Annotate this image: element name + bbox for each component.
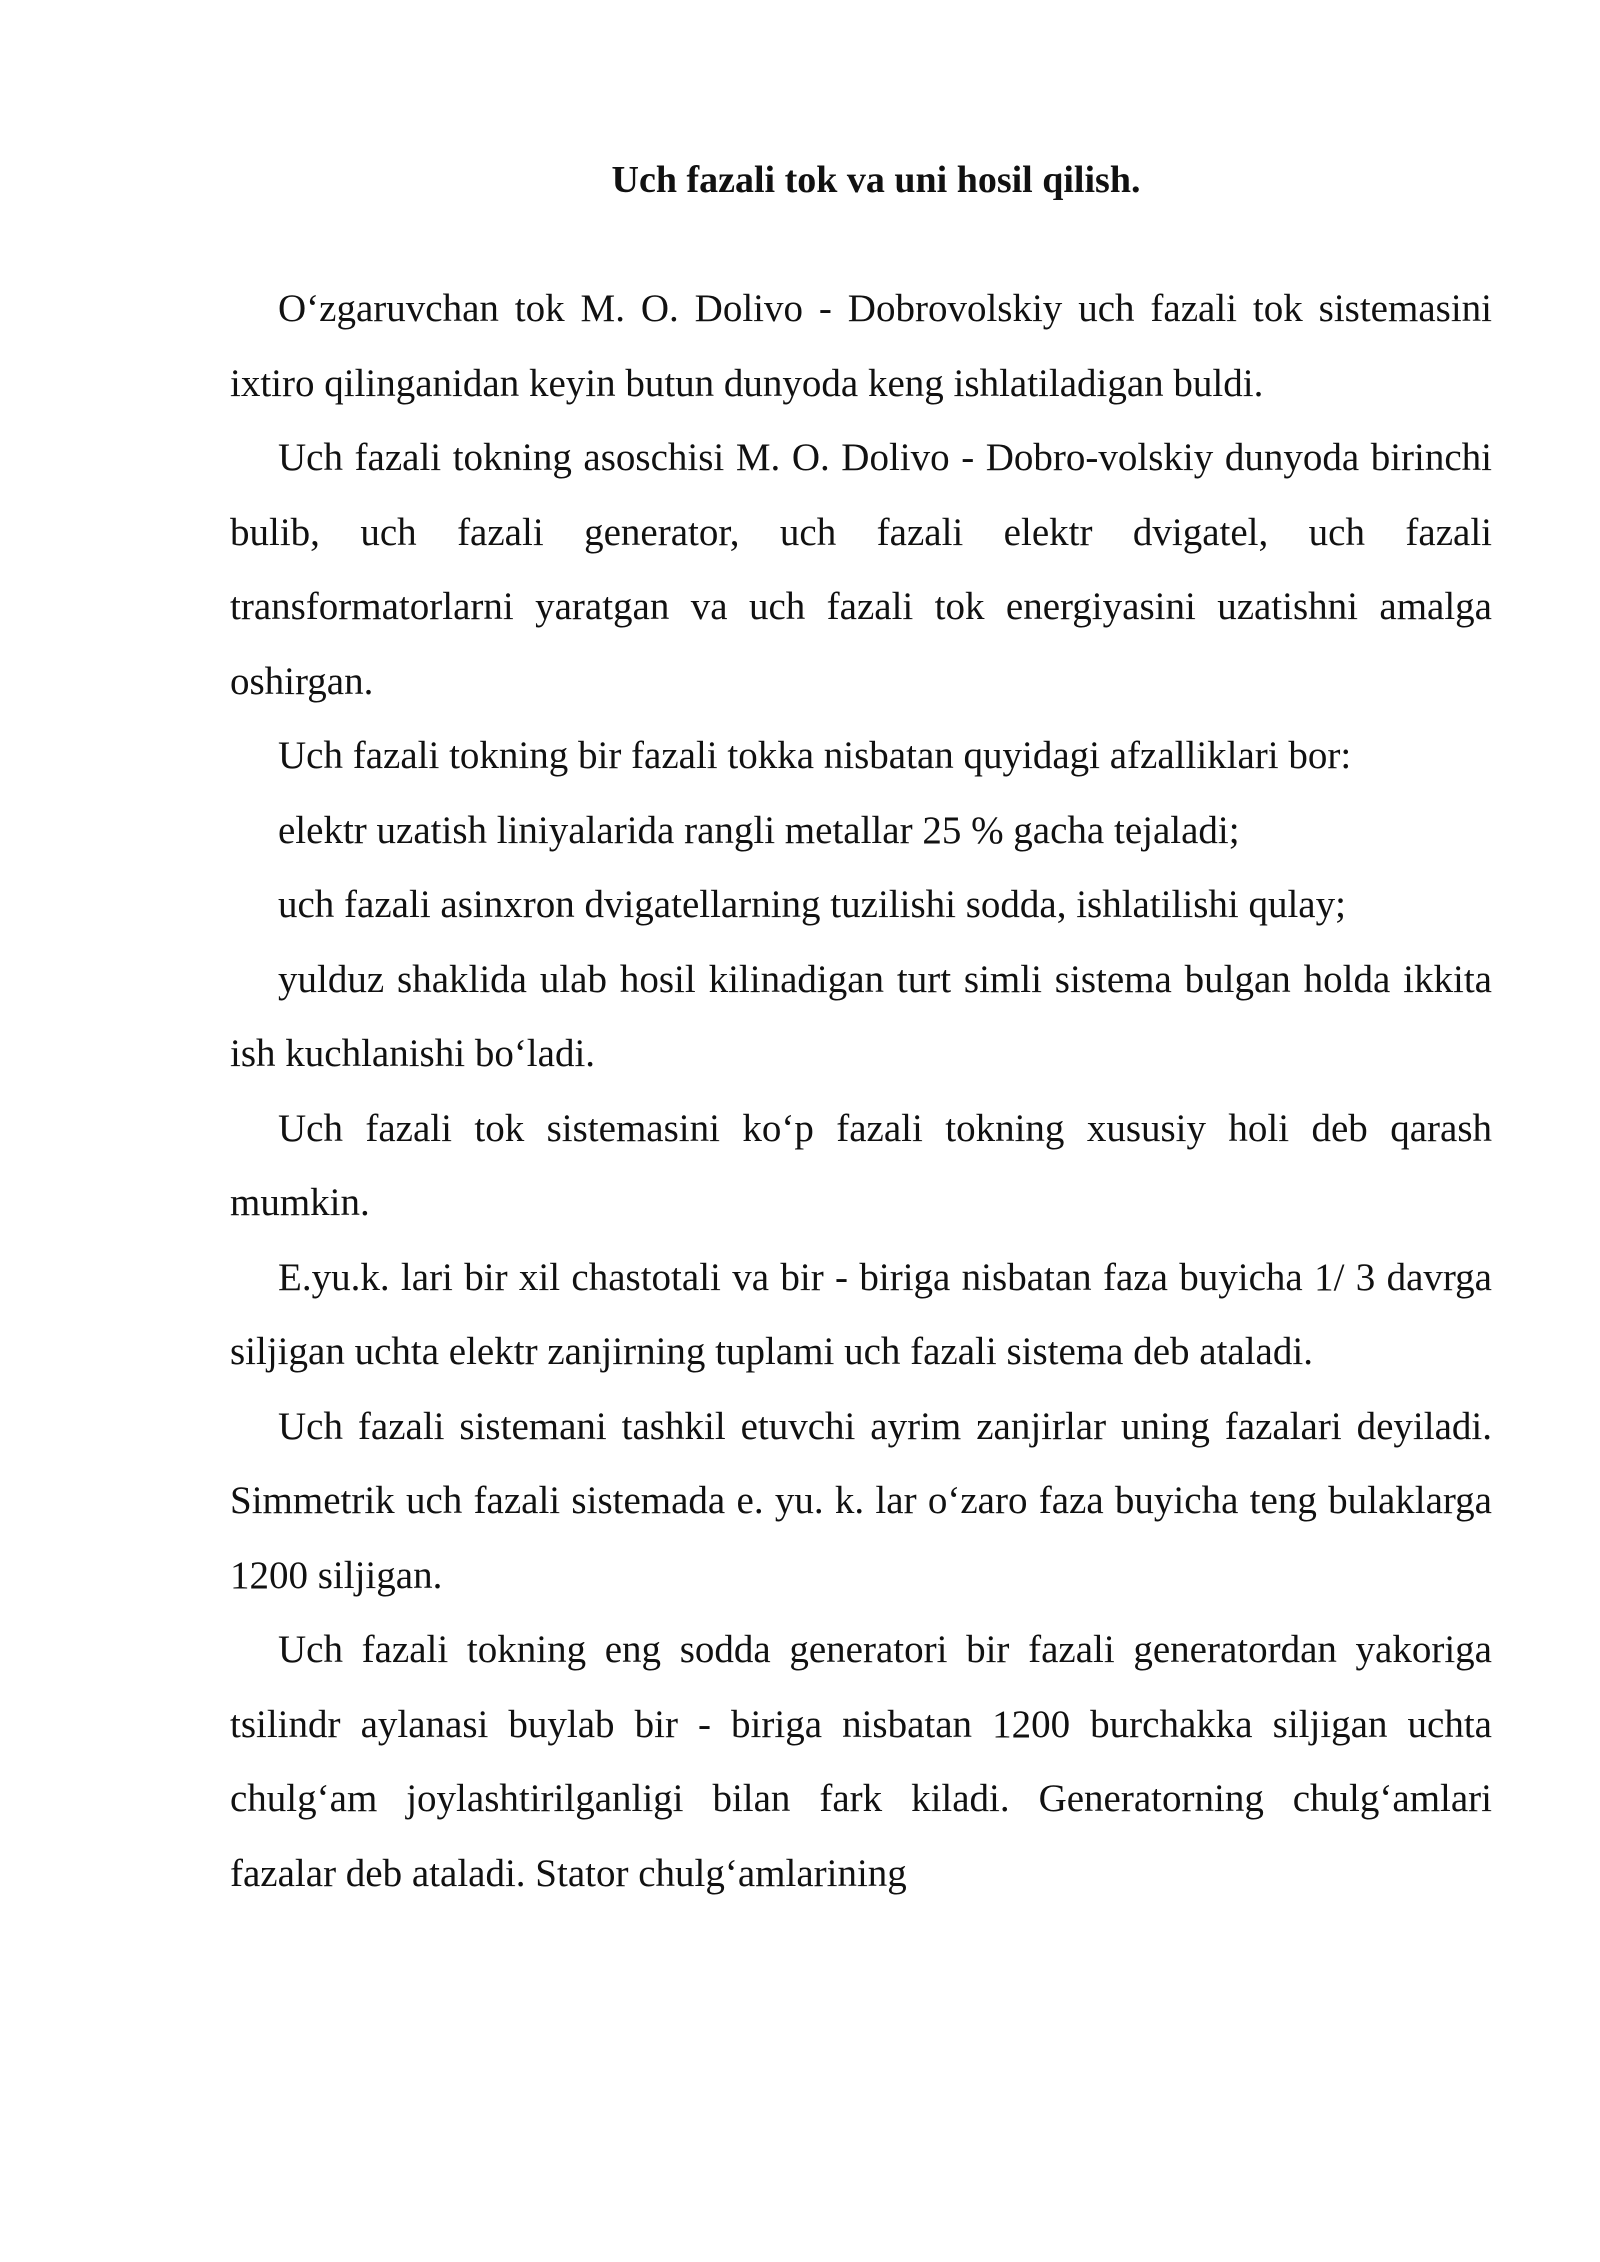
- paragraph: Uch fazali sistemani tashkil etuvchi ayrim zanjirlar uning fazalari deyiladi. Simmetrik uch fazali sistemada e. yu. k. lar o‘zaro faza buyicha teng bulaklarga 1200 siljigan.: [230, 1404, 1492, 1597]
- paragraph: Uch fazali tok sistemasini ko‘p fazali tokning xususiy holi deb qarash mumkin.: [230, 1106, 1492, 1224]
- list-item: uch fazali asinxron dvigatellarning tuzilishi sodda, ishlatilishi qulay;: [278, 883, 1346, 926]
- paragraph: Uch fazali tokning eng sodda generatori bir fazali generatordan yakoriga tsilindr aylanasi buylab bir - biriga nisbatan 1200 burchakka siljigan uchta chulg‘am joylashtirilganligi bilan fark kiladi. Generatorning chulg‘amlari fazalar deb ataladi. Stator chulg‘amlarining: [230, 1628, 1492, 1895]
- paragraph: Uch fazali tokning asoschisi M. O. Dolivo - Dobro-volskiy dunyoda birinchi bulib, uch fazali generator, uch fazali elektr dvigatel, uch fazali transformatorlarni yaratgan va uch fazali tok energiyasini uzatishni amalga oshirgan.: [230, 436, 1492, 703]
- paragraph: Uch fazali tokning bir fazali tokka nisbatan quyidagi afzalliklari bor:: [278, 734, 1352, 777]
- paragraph: O‘zgaruvchan tok M. O. Dolivo - Dobrovolskiy uch fazali tok sistemasini ixtiro qilinganidan keyin butun dunyoda keng ishlatiladigan buldi.: [230, 287, 1492, 405]
- list-item: elektr uzatish liniyalarida rangli metallar 25 % gacha tejaladi;: [278, 808, 1240, 852]
- document-title: Uch fazali tok va uni hosil qilish.: [611, 159, 1141, 201]
- list-item: yulduz shaklida ulab hosil kilinadigan turt simli sistema bulgan holda ikkita ish kuchlanishi bo‘ladi.: [230, 957, 1492, 1075]
- document-page: [230, 150, 1492, 1911]
- paragraph: E.yu.k. lari bir xil chastotali va bir - biriga nisbatan faza buyicha 1/ 3 davrga siljigan uchta elektr zanjirning tuplami uch fazali sistema deb ataladi.: [230, 1255, 1492, 1373]
